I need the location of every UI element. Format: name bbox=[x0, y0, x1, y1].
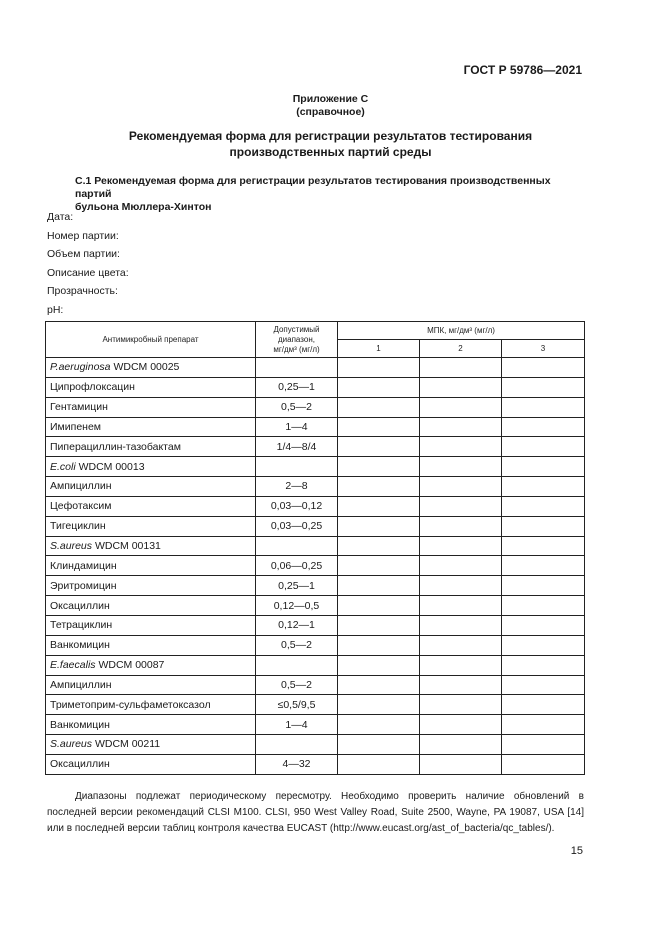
organism-cell bbox=[46, 655, 256, 675]
footnote bbox=[47, 789, 584, 837]
page-title-line-1: Рекомендуемая форма для регистрации результатов тестирования bbox=[128, 129, 533, 143]
mic-value-cell-3[interactable] bbox=[502, 715, 585, 735]
drug-cell: Ванкомицин bbox=[46, 635, 256, 655]
organism-row bbox=[46, 655, 585, 675]
mic-value-cell-2[interactable] bbox=[420, 576, 502, 596]
mic-value-cell-1[interactable] bbox=[338, 437, 420, 457]
drug-cell: Оксациллин bbox=[46, 596, 256, 616]
drug-cell: Цефотаксим bbox=[46, 496, 256, 516]
column-header-range-line-1: Допустимый bbox=[273, 324, 320, 334]
organism-cell bbox=[46, 358, 256, 378]
drug-cell: Имипенем bbox=[46, 417, 256, 437]
table-row bbox=[46, 516, 585, 536]
drug-cell: Оксациллин bbox=[46, 754, 256, 774]
drug-cell: Эритромицин bbox=[46, 576, 256, 596]
drug-cell: Тетрациклин bbox=[46, 615, 256, 635]
mic-value-cell-2[interactable] bbox=[420, 417, 502, 437]
range-cell bbox=[256, 655, 338, 675]
drug-cell: Клиндамицин bbox=[46, 556, 256, 576]
table-row bbox=[46, 496, 585, 516]
column-header-range-line-3: мг/дм³ (мг/л) bbox=[273, 344, 320, 354]
range-cell: 1—4 bbox=[256, 715, 338, 735]
mic-value-cell-1[interactable] bbox=[338, 754, 420, 774]
table-row bbox=[46, 715, 585, 735]
mic-value-cell-2[interactable] bbox=[420, 477, 502, 497]
range-cell: 4—32 bbox=[256, 754, 338, 774]
range-cell: 0,06—0,25 bbox=[256, 556, 338, 576]
mic-results-table bbox=[45, 321, 585, 775]
table-row bbox=[46, 675, 585, 695]
mic-value-cell-2[interactable] bbox=[420, 735, 502, 755]
mic-value-cell-1[interactable] bbox=[338, 496, 420, 516]
field-date: Дата: bbox=[47, 211, 74, 223]
mic-value-cell-2[interactable] bbox=[420, 615, 502, 635]
range-cell bbox=[256, 358, 338, 378]
table-row bbox=[46, 437, 585, 457]
mic-value-cell-2[interactable] bbox=[420, 754, 502, 774]
mic-value-cell-1[interactable] bbox=[338, 516, 420, 536]
table-row bbox=[46, 417, 585, 437]
appendix-heading bbox=[0, 93, 661, 119]
column-header-mic: МПК, мг/дм³ (мг/л) bbox=[338, 322, 585, 340]
range-cell: 0,03—0,25 bbox=[256, 516, 338, 536]
page-title bbox=[0, 128, 661, 160]
drug-cell: Тигециклин bbox=[46, 516, 256, 536]
range-cell: 0,25—1 bbox=[256, 576, 338, 596]
mic-value-cell-1[interactable] bbox=[338, 397, 420, 417]
appendix-title: Приложение С bbox=[292, 93, 369, 105]
table-row bbox=[46, 377, 585, 397]
range-cell: 2—8 bbox=[256, 477, 338, 497]
drug-cell: Триметоприм-сульфаметоксазол bbox=[46, 695, 256, 715]
mic-value-cell-1[interactable] bbox=[338, 358, 420, 378]
column-header-mic-1: 1 bbox=[338, 340, 420, 358]
page-title-line-2: производственных партий среды bbox=[229, 145, 432, 159]
column-header-range bbox=[256, 322, 338, 358]
range-cell: 0,12—0,5 bbox=[256, 596, 338, 616]
range-cell: 1—4 bbox=[256, 417, 338, 437]
column-header-mic-2: 2 bbox=[420, 340, 502, 358]
section-title-line-2: бульона Мюллера-Хинтон bbox=[75, 201, 212, 213]
mic-value-cell-1[interactable] bbox=[338, 635, 420, 655]
mic-value-cell-3[interactable] bbox=[502, 516, 585, 536]
organism-strain: WDCM 00025 bbox=[110, 361, 180, 374]
mic-value-cell-3[interactable] bbox=[502, 477, 585, 497]
section-title bbox=[75, 175, 585, 214]
organism-strain: WDCM 00131 bbox=[92, 540, 161, 553]
field-batch-volume: Объем партии: bbox=[47, 248, 120, 261]
table-row bbox=[46, 635, 585, 655]
mic-value-cell-2[interactable] bbox=[420, 675, 502, 695]
range-cell: 0,5—2 bbox=[256, 675, 338, 695]
range-cell bbox=[256, 735, 338, 755]
organism-row bbox=[46, 457, 585, 477]
mic-value-cell-2[interactable] bbox=[420, 437, 502, 457]
organism-strain: WDCM 00211 bbox=[92, 738, 161, 751]
mic-value-cell-1[interactable] bbox=[338, 576, 420, 596]
mic-value-cell-3[interactable] bbox=[502, 377, 585, 397]
mic-value-cell-1[interactable] bbox=[338, 655, 420, 675]
mic-value-cell-2[interactable] bbox=[420, 715, 502, 735]
mic-value-cell-1[interactable] bbox=[338, 735, 420, 755]
drug-cell: Ампициллин bbox=[46, 675, 256, 695]
drug-cell: Ципрофлоксацин bbox=[46, 377, 256, 397]
range-cell bbox=[256, 536, 338, 556]
mic-value-cell-2[interactable] bbox=[420, 516, 502, 536]
mic-value-cell-3[interactable] bbox=[502, 596, 585, 616]
appendix-subtitle: (справочное) bbox=[296, 106, 365, 118]
drug-cell: Ванкомицин bbox=[46, 715, 256, 735]
mic-value-cell-3[interactable] bbox=[502, 437, 585, 457]
mic-value-cell-3[interactable] bbox=[502, 556, 585, 576]
organism-cell bbox=[46, 735, 256, 755]
mic-value-cell-3[interactable] bbox=[502, 695, 585, 715]
organism-row bbox=[46, 735, 585, 755]
table-row bbox=[46, 397, 585, 417]
organism-species: E.coli bbox=[50, 460, 76, 473]
page-number: 15 bbox=[570, 845, 583, 857]
drug-cell: Ампициллин bbox=[46, 477, 256, 497]
organism-species: P.aeruginosa bbox=[50, 361, 111, 374]
mic-value-cell-1[interactable] bbox=[338, 536, 420, 556]
organism-cell bbox=[46, 536, 256, 556]
mic-value-cell-3[interactable] bbox=[502, 397, 585, 417]
mic-value-cell-1[interactable] bbox=[338, 377, 420, 397]
mic-value-cell-3[interactable] bbox=[502, 615, 585, 635]
table-body bbox=[46, 358, 585, 775]
mic-value-cell-3[interactable] bbox=[502, 655, 585, 675]
table-row bbox=[46, 615, 585, 635]
range-cell: 0,12—1 bbox=[256, 615, 338, 635]
mic-value-cell-2[interactable] bbox=[420, 358, 502, 378]
organism-cell bbox=[46, 457, 256, 477]
range-cell bbox=[256, 457, 338, 477]
mic-value-cell-3[interactable] bbox=[502, 735, 585, 755]
mic-value-cell-2[interactable] bbox=[420, 556, 502, 576]
mic-value-cell-3[interactable] bbox=[502, 417, 585, 437]
column-header-range-line-2: диапазон, bbox=[278, 334, 315, 344]
table-row bbox=[46, 754, 585, 774]
organism-species: E.faecalis bbox=[50, 659, 96, 672]
field-batch-number: Номер партии: bbox=[47, 229, 119, 242]
mic-value-cell-2[interactable] bbox=[420, 397, 502, 417]
mic-value-cell-3[interactable] bbox=[502, 496, 585, 516]
table-row bbox=[46, 695, 585, 715]
organism-species: S.aureus bbox=[50, 738, 93, 751]
table-row bbox=[46, 477, 585, 497]
table-row bbox=[46, 556, 585, 576]
mic-value-cell-3[interactable] bbox=[502, 358, 585, 378]
form-fields bbox=[47, 208, 129, 320]
section-title-line-1: С.1 Рекомендуемая форма для регистрации результатов тестирования производственных партий bbox=[75, 175, 551, 200]
mic-value-cell-1[interactable] bbox=[338, 695, 420, 715]
field-color-description: Описание цвета: bbox=[47, 266, 129, 279]
column-header-drug: Антимикробный препарат bbox=[46, 322, 256, 358]
mic-value-cell-3[interactable] bbox=[502, 576, 585, 596]
field-ph: pH: bbox=[47, 303, 64, 316]
mic-value-cell-3[interactable] bbox=[502, 635, 585, 655]
range-cell: ≤0,5/9,5 bbox=[256, 695, 338, 715]
mic-value-cell-2[interactable] bbox=[420, 457, 502, 477]
range-cell: 1/4—8/4 bbox=[256, 437, 338, 457]
mic-value-cell-3[interactable] bbox=[502, 536, 585, 556]
mic-value-cell-3[interactable] bbox=[502, 675, 585, 695]
mic-value-cell-1[interactable] bbox=[338, 615, 420, 635]
mic-value-cell-1[interactable] bbox=[338, 417, 420, 437]
mic-value-cell-2[interactable] bbox=[420, 635, 502, 655]
organism-strain: WDCM 00013 bbox=[75, 460, 145, 473]
drug-cell: Пиперациллин-тазобактам bbox=[46, 437, 256, 457]
table-row bbox=[46, 596, 585, 616]
mic-value-cell-2[interactable] bbox=[420, 536, 502, 556]
mic-value-cell-1[interactable] bbox=[338, 477, 420, 497]
mic-value-cell-2[interactable] bbox=[420, 377, 502, 397]
organism-row bbox=[46, 536, 585, 556]
mic-value-cell-1[interactable] bbox=[338, 675, 420, 695]
range-cell: 0,5—2 bbox=[256, 397, 338, 417]
organism-species: S.aureus bbox=[50, 540, 93, 553]
mic-value-cell-3[interactable] bbox=[502, 754, 585, 774]
footnote-text: Диапазоны подлежат периодическому пересмотру. Необходимо проверить наличие обновлений в последней версии рекомендаций CLSI M100. CLSI, 950 West Valley Road, Suite 2500, Wayne, PA 19087, USA [14] или в последней версии таблиц контроля качества EUCAST (http://www.eucast.org/ast_of_bacteria/qc_tables/). bbox=[47, 791, 584, 834]
organism-strain: WDCM 00087 bbox=[95, 659, 165, 672]
mic-value-cell-1[interactable] bbox=[338, 596, 420, 616]
mic-value-cell-2[interactable] bbox=[420, 496, 502, 516]
mic-value-cell-2[interactable] bbox=[420, 596, 502, 616]
field-transparency: Прозрачность: bbox=[47, 285, 118, 298]
table-row bbox=[46, 576, 585, 596]
range-cell: 0,25—1 bbox=[256, 377, 338, 397]
mic-value-cell-1[interactable] bbox=[338, 715, 420, 735]
mic-value-cell-2[interactable] bbox=[420, 655, 502, 675]
organism-row bbox=[46, 358, 585, 378]
mic-value-cell-2[interactable] bbox=[420, 695, 502, 715]
mic-value-cell-1[interactable] bbox=[338, 457, 420, 477]
mic-value-cell-1[interactable] bbox=[338, 556, 420, 576]
column-header-mic-3: 3 bbox=[502, 340, 585, 358]
document-number: ГОСТ Р 59786—2021 bbox=[463, 63, 582, 77]
range-cell: 0,03—0,12 bbox=[256, 496, 338, 516]
mic-value-cell-3[interactable] bbox=[502, 457, 585, 477]
drug-cell: Гентамицин bbox=[46, 397, 256, 417]
range-cell: 0,5—2 bbox=[256, 635, 338, 655]
